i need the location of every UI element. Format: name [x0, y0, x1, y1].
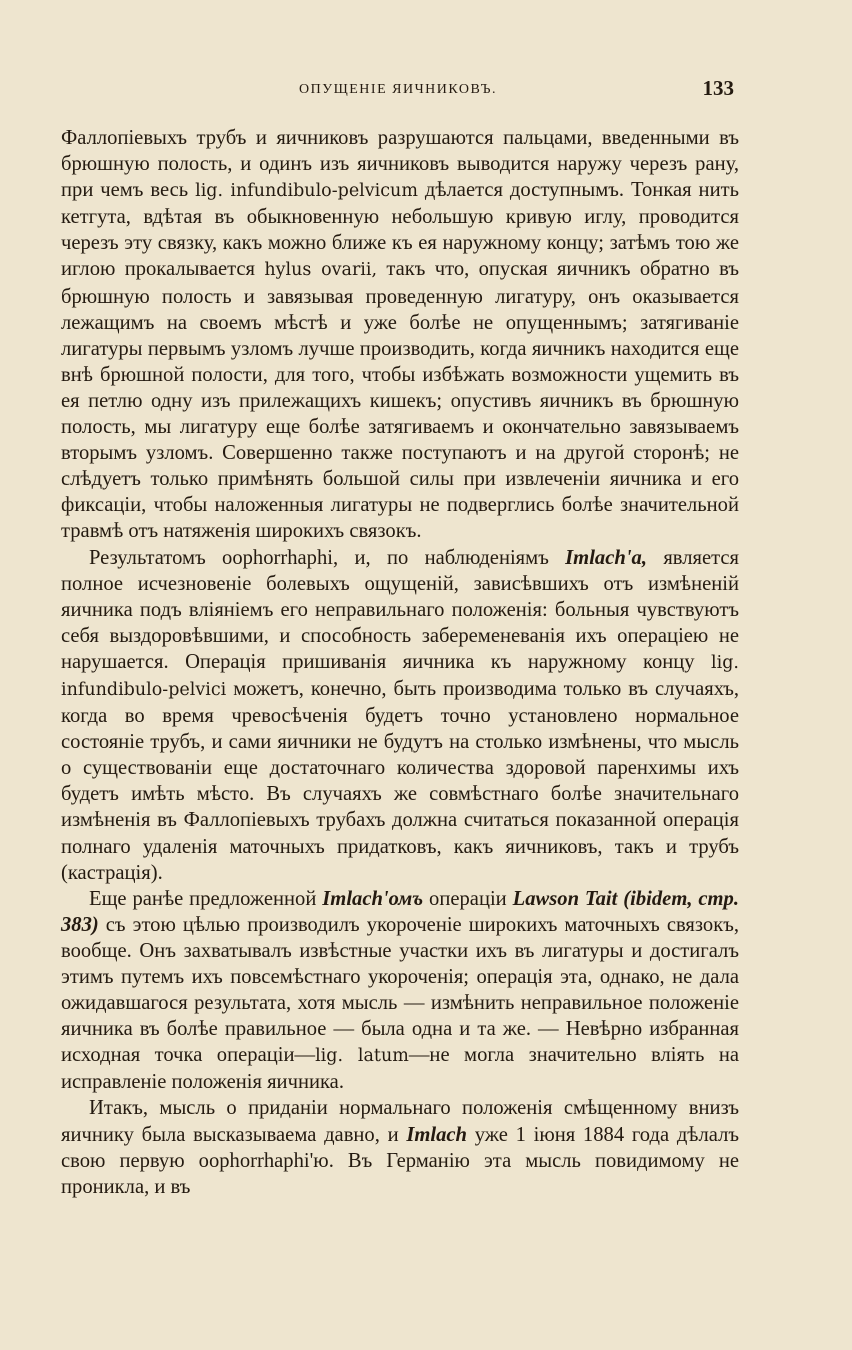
paragraph-4 — [61, 1095, 739, 1199]
paragraph-text: уже 1 іюня 1884 года дѣлалъ свою первую оорhоrrhаphі'ю. Въ Германію эта мысль повидимому не проникла, и въ — [61, 1123, 740, 1198]
paragraph-text: Результатомъ оорhоrrhаphі, и, по наблюденіямъ — [89, 546, 549, 569]
latin-term: lig. latum — [315, 1046, 409, 1067]
paragraph-text: такъ что, опуская яичникъ обратно въ брюшную полость и завязывая проведенную лигатуру, онъ оказывается лежащимъ на своемъ мѣстѣ и уже болѣе не опущеннымъ; затягиваніе лигатуры первымъ узломъ лучше производить, когда яичникъ находится еще внѣ брюшной полости, для того, чтобы избѣжать возможности ущемить въ ея петлю одну изъ прилежащихъ кишекъ; опустивъ яичникъ въ брюшную полость, мы лигатуру еще болѣе затягиваемъ и окончательно завязываемъ вторымъ узломъ. Совершенно также поступаютъ и на другой сторонѣ; не слѣдуетъ только примѣнять большой силы при извлеченіи яичника и его фиксаціи, чтобы наложенныя лигатуры не подверглись болѣе значительной травмѣ отъ натяженія широкихъ связокъ. — [61, 258, 739, 543]
author-name: Imlach'a, — [565, 546, 647, 569]
paragraph-text: съ этою цѣлью производилъ укороченіе широкихъ маточныхъ связокъ, вообще. Онъ захватывалъ извѣстные участки ихъ въ лигатуры и достигалъ этимъ путемъ ихъ повсемѣстнаго укороченія; операція эта, однако, не дала ожидавшагося результата, хотя мысль — измѣнить неправильное положеніе яичника въ болѣе правильное — была одна и та же. — Невѣрно избранная исходная точка операціи— — [61, 913, 740, 1067]
paragraph-text: дѣлается доступнымъ. Тонкая нить кетгута, вдѣтая въ обыкновенную небольшую кривую иглу, проводится черезъ эту связку, какъ можно ближе къ ея наружному концу; затѣмъ тою же иглою прокалывается — [61, 179, 739, 281]
paragraph-text: Итакъ, мысль о приданіи нормальнаго положенія смѣщенному внизъ яичнику была высказываема давно, и — [61, 1097, 739, 1146]
paragraph-2 — [61, 545, 739, 886]
paragraph-text: Еще ранѣе предложенной — [89, 887, 317, 910]
author-name: Imlach'омъ — [322, 887, 424, 910]
reference: (ibidem, стр. 383) — [61, 887, 739, 936]
paragraph-text: Фаллопіевыхъ трубъ и яичниковъ разрушаются пальцами, введенными въ брюшную полость, и одинъ изъ яичниковъ выводится наружу черезъ рану, при чемъ весь — [61, 127, 739, 202]
paragraph-text: можетъ, конечно, быть производима только въ случаяхъ, когда во время чревосѣченія будетъ точно установлено нормальное состояніе трубъ, и сами яичники не будутъ на столько измѣнены, что мысль о существованіи еще достаточнаго количества здоровой паренхимы ихъ будетъ имѣть мѣсто. Въ случаяхъ же совмѣстнаго болѣе значительнаго измѣненія въ Фаллопіевыхъ трубахъ должна считаться показанной операція полнаго удаленія маточныхъ придатковъ, какъ яичниковъ, такъ и трубъ (кастрація). — [61, 677, 740, 884]
page-number: 133 — [702, 76, 734, 100]
latin-term: lig. infundibulo-pelvicum — [195, 181, 418, 202]
running-title: ОПУЩЕНІЕ ЯИЧНИКОВЪ. — [299, 82, 497, 97]
paragraph-1 — [61, 125, 739, 545]
author-name: Lawson Tait — [512, 887, 618, 910]
running-head — [62, 74, 734, 104]
latin-term: hylus ovarii, — [264, 260, 378, 281]
latin-term: lig. infundibulo-pelvici — [61, 652, 739, 700]
paragraph-text: —не могла значительно вліять на исправленіе положенія яичника. — [61, 1044, 739, 1094]
body-text — [61, 125, 739, 1200]
author-name: Imlach — [406, 1123, 468, 1146]
paragraph-3 — [61, 886, 739, 1096]
paragraph-text: операціи — [429, 887, 507, 910]
paragraph-text: является полное исчезновеніе болевыхъ ощущеній, зависѣвшихъ отъ измѣненій яичника подъ вліяніемъ его неправильнаго положенія: больныя чувствуютъ себя выздоровѣвшими, и способность забеременеванія ихъ операціею не нарушается. Операція пришиванія яичника къ наружному концу — [61, 546, 739, 673]
